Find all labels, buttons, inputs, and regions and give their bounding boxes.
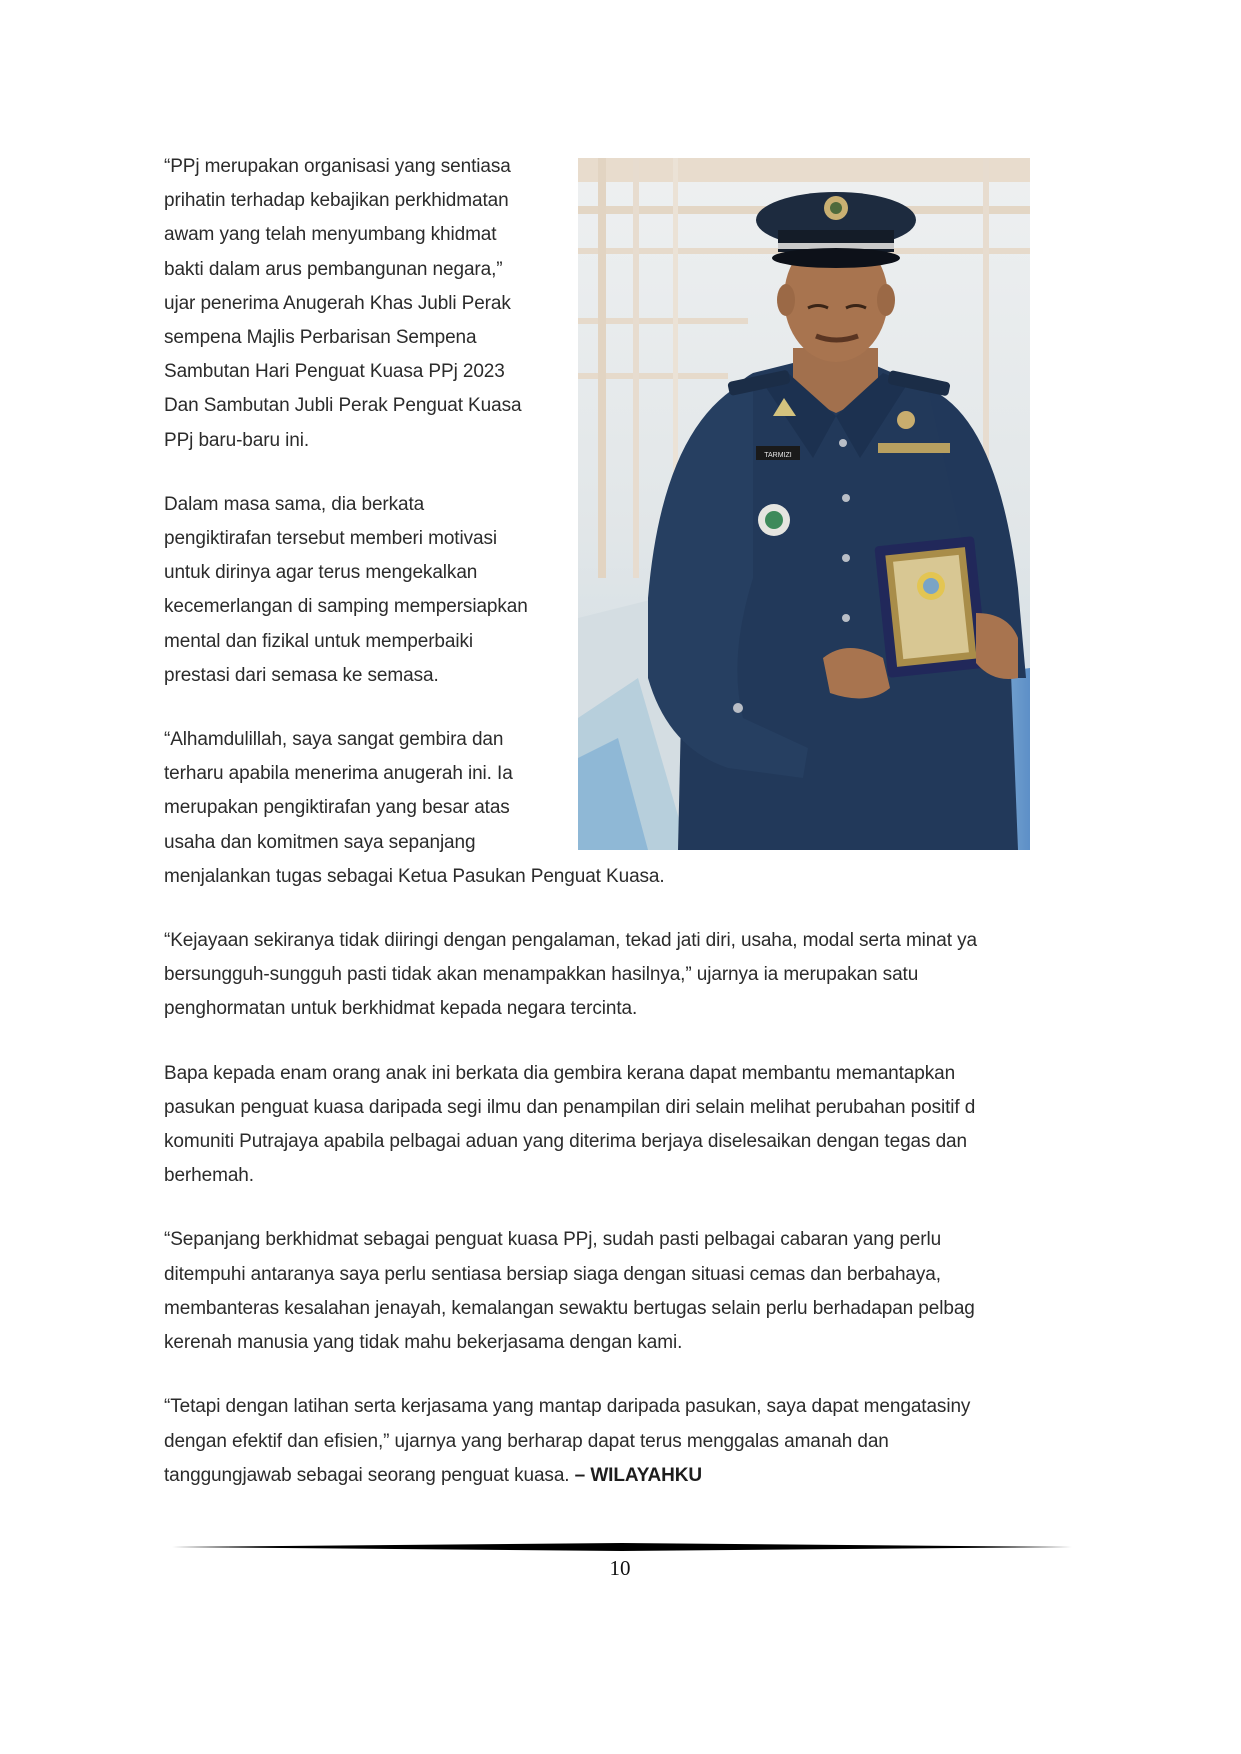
paragraph-line: penghormatan untuk berkhidmat kepada negara tercinta. — [164, 998, 638, 1020]
paragraph-line: Dan Sambutan Jubli Perak Penguat Kuasa — [164, 395, 522, 417]
paragraph-4 — [164, 924, 1030, 1027]
paragraph-line: mental dan fizikal untuk memperbaiki — [164, 630, 473, 652]
paragraph-line: “PPj merupakan organisasi yang sentiasa — [164, 156, 511, 177]
paragraph-line: “Kejayaan sekiranya tidak diiringi dengan pengalaman, tekad jati diri, usaha, modal serta minat ya — [164, 930, 977, 952]
officer-illustration — [578, 158, 1030, 850]
paragraph-5 — [164, 1057, 1030, 1194]
paragraph-line: sempena Majlis Perbarisan Sempena — [164, 327, 477, 349]
paragraph-7 — [164, 1390, 1030, 1490]
paragraph-line: ujar penerima Anugerah Khas Jubli Perak — [164, 292, 511, 314]
officer-photo — [578, 158, 1030, 850]
paragraph-6 — [164, 1223, 1030, 1360]
paragraph-line: usaha dan komitmen saya sepanjang — [164, 831, 476, 853]
paragraph-line: membanteras kesalahan jenayah, kemalangan sewaktu bertugas selain perlu berhadapan pelbag — [164, 1297, 975, 1319]
paragraph-line: kerenah manusia yang tidak mahu bekerjasama dengan kami. — [164, 1332, 683, 1354]
paragraph-line: ditempuhi antaranya saya perlu sentiasa bersiap siaga dengan situasi cemas dan berbahaya, — [164, 1263, 941, 1285]
paragraph-line: berhemah. — [164, 1165, 254, 1187]
paragraph-line: pasukan penguat kuasa daripada segi ilmu dan penampilan diri selain melihat perubahan positif d — [164, 1096, 976, 1118]
paragraph-line: bersungguh-sungguh pasti tidak akan menampakkan hasilnya,” ujarnya ia merupakan satu — [164, 964, 919, 986]
paragraph-line: awam yang telah menyumbang khidmat — [164, 224, 497, 246]
paragraph-line: Bapa kepada enam orang anak ini berkata dia gembira kerana dapat membantu memantapkan — [164, 1062, 956, 1084]
paragraph-line: prihatin terhadap kebajikan perkhidmatan — [164, 190, 509, 212]
paragraph-line-text: tanggungjawab sebagai seorang penguat kuasa. — [164, 1464, 575, 1486]
paragraph-line: dengan efektif dan efisien,” ujarnya yang berharap dapat terus menggalas amanah dan — [164, 1430, 889, 1452]
paragraph-line: PPj baru-baru ini. — [164, 429, 309, 451]
paragraph-line: “Sepanjang berkhidmat sebagai penguat kuasa PPj, sudah pasti pelbagai cabaran yang perlu — [164, 1229, 942, 1251]
paragraph-line-with-credit — [164, 1459, 1030, 1490]
paragraph-line: untuk dirinya agar terus mengekalkan — [164, 562, 478, 584]
paragraph-line: bakti dalam arus pembangunan negara,” — [164, 258, 503, 280]
paragraph-line: Dalam masa sama, dia berkata — [164, 493, 425, 515]
paragraph-line: Sambutan Hari Penguat Kuasa PPj 2023 — [164, 361, 505, 383]
paragraph-line: menjalankan tugas sebagai Ketua Pasukan Penguat Kuasa. — [164, 865, 665, 887]
paragraph-line: “Alhamdulillah, saya sangat gembira dan — [164, 729, 504, 751]
paragraph-line: “Tetapi dengan latihan serta kerjasama yang mantap daripada pasukan, saya dapat mengatasiny — [164, 1396, 971, 1418]
paragraph-line: pengiktirafan tersebut memberi motivasi — [164, 528, 497, 550]
page-number: 10 — [609, 1556, 631, 1580]
paragraph-line: komuniti Putrajaya apabila pelbagai aduan yang diterima berjaya diselesaikan dengan tegas dan — [164, 1131, 967, 1153]
paragraph-line: prestasi dari semasa ke semasa. — [164, 664, 439, 686]
source-credit: – WILAYAHKU — [574, 1464, 703, 1486]
paragraph-line: merupakan pengiktirafan yang besar atas — [164, 797, 510, 819]
name-tag-text: TARMIZI — [764, 452, 792, 459]
article — [164, 150, 1030, 1490]
paragraph-line: kecemerlangan di samping mempersiapkan — [164, 596, 528, 618]
paragraph-line: terharu apabila menerima anugerah ini. Ia — [164, 763, 513, 785]
footer-divider — [172, 1542, 1072, 1552]
